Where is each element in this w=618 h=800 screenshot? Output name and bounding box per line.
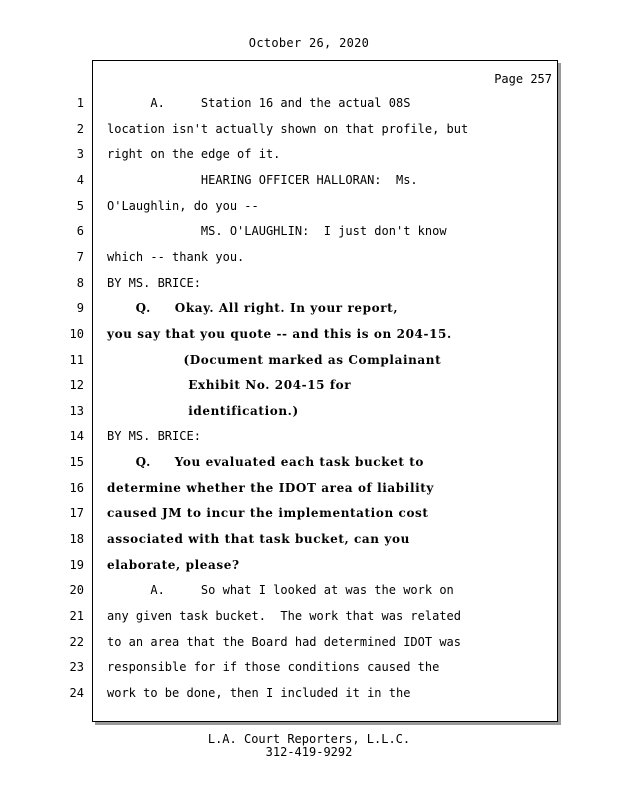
line-text: identification.) [107, 403, 299, 418]
transcript-line [0, 274, 618, 300]
page-number: Page 257 [494, 72, 552, 86]
line-text: A. Station 16 and the actual 08S [107, 96, 411, 110]
line-text: you say that you quote -- and this is on 204-15. [107, 326, 452, 341]
line-number: 5 [76, 198, 84, 213]
transcript-line [0, 325, 618, 351]
line-text: Q. Okay. All right. In your report, [107, 301, 399, 316]
transcript-line [0, 299, 618, 325]
transcript-line [0, 427, 618, 453]
transcript-line [0, 658, 618, 684]
footer [0, 733, 618, 759]
line-number: 18 [69, 532, 84, 547]
transcript-line [0, 171, 618, 197]
line-text: location isn't actually shown on that profile, but [107, 121, 469, 136]
line-text: to an area that the Board had determined IDOT was [107, 634, 462, 649]
line-text: which -- thank you. [107, 249, 245, 264]
transcript-line [0, 581, 618, 607]
transcript-line [0, 351, 618, 377]
line-number: 6 [76, 224, 84, 239]
line-number: 10 [69, 326, 84, 341]
line-number: 24 [69, 685, 84, 700]
line-number: 14 [69, 429, 84, 444]
line-number: 16 [69, 480, 84, 495]
line-text: HEARING OFFICER HALLORAN: Ms. [107, 172, 418, 187]
line-text: BY MS. BRICE: [107, 275, 201, 290]
line-number: 15 [69, 455, 84, 470]
line-number: 13 [69, 403, 84, 418]
line-text: MS. O'LAUGHLIN: I just don't know [107, 224, 447, 239]
line-number: 7 [76, 249, 84, 264]
line-number: 9 [76, 301, 84, 316]
line-text: associated with that task bucket, can you [107, 532, 410, 547]
transcript-line [0, 145, 618, 171]
transcript-line [0, 607, 618, 633]
line-number: 1 [76, 96, 84, 110]
line-number: 17 [69, 506, 84, 521]
footer-phone: 312-419-9292 [265, 745, 353, 759]
line-text: Exhibit No. 204-15 for [107, 378, 352, 393]
line-text: responsible for if those conditions caused the [107, 660, 440, 675]
line-number: 2 [76, 121, 84, 136]
line-number: 21 [69, 609, 84, 623]
line-text: right on the edge of it. [107, 147, 281, 162]
line-text: determine whether the IDOT area of liability [107, 480, 434, 495]
transcript-line [0, 479, 618, 505]
line-number: 19 [69, 557, 84, 572]
transcript-line [0, 633, 618, 659]
line-number: 8 [76, 275, 84, 290]
line-number: 11 [69, 352, 84, 367]
transcript-line [0, 120, 618, 146]
transcript-line [0, 376, 618, 402]
line-number: 4 [76, 172, 84, 187]
line-text: any given task bucket. The work that was related [107, 609, 462, 623]
line-text: A. So what I looked at was the work on [107, 583, 454, 598]
line-number: 20 [69, 583, 84, 598]
transcript-line [0, 530, 618, 556]
line-text: elaborate, please? [107, 557, 240, 572]
line-text: Q. You evaluated each task bucket to [107, 455, 425, 470]
line-text: O'Laughlin, do you -- [107, 198, 259, 213]
transcript-line [0, 453, 618, 479]
line-text: caused JM to incur the implementation cost [107, 506, 429, 521]
transcript-line [0, 197, 618, 223]
transcript-line [0, 684, 618, 710]
line-number: 22 [69, 634, 84, 649]
transcript-line [0, 94, 618, 120]
footer-company: L.A. Court Reporters, L.L.C. [207, 732, 411, 746]
line-number: 12 [69, 378, 84, 393]
line-number: 3 [76, 147, 84, 162]
line-text: work to be done, then I included it in the [107, 685, 411, 700]
line-number: 23 [69, 660, 84, 675]
transcript-line [0, 402, 618, 428]
line-text: (Document marked as Complainant [107, 352, 442, 367]
transcript-line [0, 504, 618, 530]
transcript-line [0, 222, 618, 248]
transcript-line [0, 556, 618, 582]
header-date: October 26, 2020 [248, 36, 370, 50]
transcript-line [0, 248, 618, 274]
line-text: BY MS. BRICE: [107, 429, 201, 444]
